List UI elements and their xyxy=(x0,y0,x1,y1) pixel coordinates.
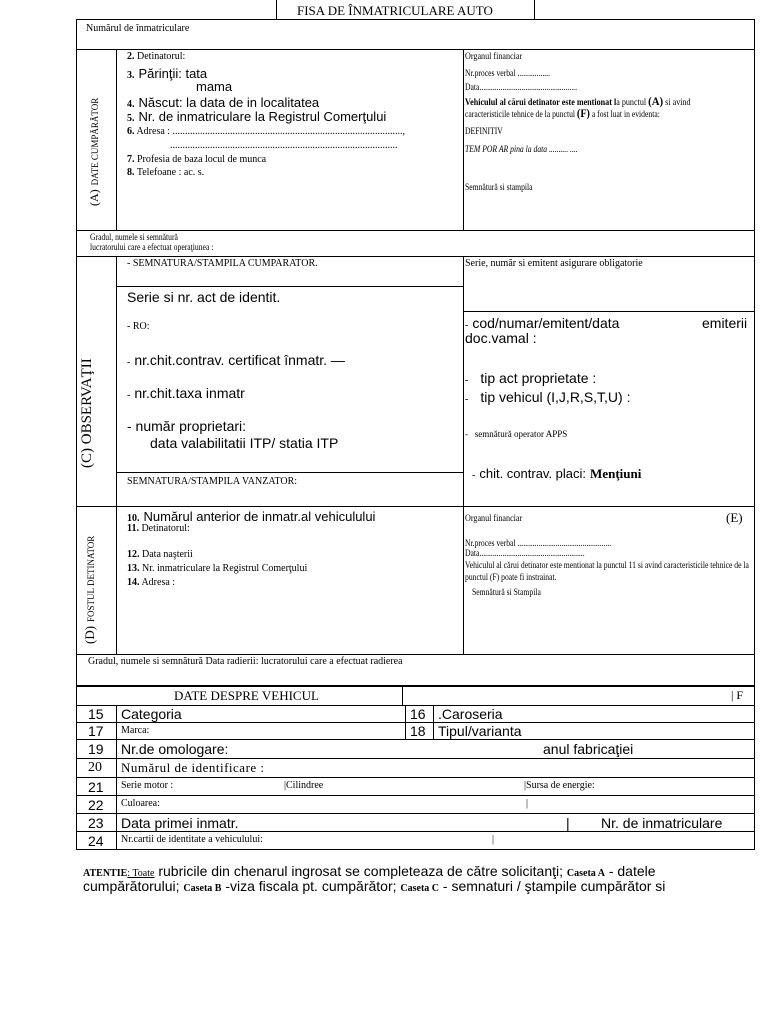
semnatura-stampila-a: Semnătură si stampila xyxy=(465,182,533,192)
field-14: 14. Adresa : xyxy=(127,577,176,588)
vehicle-header: DATE DESPRE VEHICUL xyxy=(174,688,319,703)
vehicul-text-a2: caracteristicile tehnice de la punctul (F) a fost luat in evidenta: xyxy=(465,106,660,120)
ro-field: - RO: xyxy=(127,321,150,332)
row-22-label: Culoarea: xyxy=(121,798,160,809)
semnatura-cumparator: - SEMNATURA/STAMPILA CUMPARATOR. xyxy=(127,258,318,269)
row-16-num: 16 xyxy=(410,706,426,722)
organ-financiar-d: Organul financiar xyxy=(465,513,523,523)
data-d: Data....................................................... xyxy=(465,548,585,558)
section-a-label: (A) DATE CUMPĂRĂTOR xyxy=(87,97,101,206)
footer-note-line1: ATENTIE: Toate rubricile din chenarul ingrosat se completeaza de către solicitanţi; Caseta A - datele xyxy=(83,863,656,879)
tip-vehicul: - tip vehicul (I,J,R,S,T,U) : xyxy=(465,389,631,405)
row-18-label: Tipul/varianta xyxy=(438,723,522,739)
gradul-d: Gradul, numele si semnătură Data radierii: lucratorului care a efectuat radierea xyxy=(88,656,403,667)
temporar: TEM POR AR pina la data .......... .... xyxy=(465,144,578,154)
semnatura-vanzator: SEMNATURA/STAMPILA VANZATOR: xyxy=(127,476,298,487)
chit-taxa: - nr.chit.taxa inmatr xyxy=(127,385,245,401)
nr-inmatriculare-label: Numărul de înmatriculare xyxy=(86,23,190,34)
row-19-label: Nr.de omologare: xyxy=(121,741,229,757)
page-title: FISA DE ÎNMATRICULARE AUTO xyxy=(297,3,493,18)
row-15-label: Categoria xyxy=(121,706,182,722)
field-8: 8. Telefoane : ac. s. xyxy=(127,167,205,178)
row-22-sep: | xyxy=(526,798,529,809)
data-a: Data................................................... xyxy=(465,82,577,92)
row-21-sursa: |Sursa de energie: xyxy=(524,780,595,791)
row-22-num: 22 xyxy=(88,797,104,813)
field-4: 4. Născut: la data de in localitatea xyxy=(127,95,320,110)
row-24-num: 24 xyxy=(88,833,104,849)
field-10: 10. Numărul anterior de inmatr.al vehiculului xyxy=(127,509,376,524)
section-d-label: (D) FOSTUL DETINATOR xyxy=(82,535,97,644)
row-24-label: Nr.cartii de identitate a vehiculului: xyxy=(121,834,263,845)
row-24-sep: | xyxy=(492,834,495,845)
section-c-label: (C) OBSERVAŢII xyxy=(79,358,95,468)
chit-placi: - chit. contrav. placi: Menţiuni xyxy=(472,466,642,481)
field-5: 5. Nr. de inmatriculare la Registrul Comerţului xyxy=(127,109,387,124)
serie-act-identitate: Serie si nr. act de identit. xyxy=(127,289,281,305)
row-18-num: 18 xyxy=(410,723,426,739)
proces-verbal-a: Nr.proces verbal ................. xyxy=(465,68,550,78)
field-6-cont: ........................................................................................... xyxy=(170,140,398,151)
field-3: 3. Părinţii: tata xyxy=(127,66,208,81)
tip-act-proprietate: - tip act proprietate : xyxy=(465,370,597,386)
definitiv: DEFINITIV xyxy=(465,126,503,136)
row-23-num: 23 xyxy=(88,815,104,831)
row-21-label: Serie motor : xyxy=(121,780,174,791)
row-19-an-fabricatie: anul fabricaţiei xyxy=(543,741,634,757)
semnatura-apps: - semnătură operator APPS xyxy=(465,429,568,439)
row-21-num: 21 xyxy=(88,779,104,795)
organ-financiar-a: Organul financiar xyxy=(465,51,523,61)
row-17-num: 17 xyxy=(88,723,104,739)
caseta-e-label: (E) xyxy=(726,510,743,525)
row-23-sep: | xyxy=(566,815,570,831)
vehicle-header-f: | F xyxy=(731,688,744,702)
doc-vamal: doc.vamal : xyxy=(465,330,537,346)
field-11: 11. Detinatorul: xyxy=(127,523,190,534)
row-19-num: 19 xyxy=(88,741,104,757)
vehicul-text-d: Vehiculul al cărui detinator este mentionat la punctul 11 si avind caracteristicile tehnice de la punctul (F) poate fi instrainat. xyxy=(465,560,749,582)
field-2: 2. Detinatorul: xyxy=(127,51,186,62)
data-itp: data valabilitatii ITP/ statia ITP xyxy=(150,435,339,451)
semnatura-stampila-d: Semnătură si Stampila xyxy=(472,587,541,597)
row-20-num: 20 xyxy=(88,760,102,775)
cod-doc-vamal: - cod/numar/emitent/data xyxy=(465,315,620,331)
gradul-a-1: Gradul, numele si semnătură xyxy=(90,232,178,242)
row-15-num: 15 xyxy=(88,706,104,722)
row-23-label: Data primei inmatr. xyxy=(121,815,239,831)
asigurare-obligatorie: Serie, număr si emitent asigurare obligatorie xyxy=(465,258,643,269)
vehicul-text-a: Vehiculul al cărui detinator este mentionat la punctul (A) si avind xyxy=(465,94,691,108)
field-12: 12. Data naşterii xyxy=(127,549,193,560)
row-21-cilindree: |Cilindree xyxy=(284,780,324,791)
row-23-nr-inmatriculare: Nr. de inmatriculare xyxy=(601,815,723,831)
field-3-mama: mama xyxy=(196,79,233,94)
emiterii: emiterii xyxy=(702,315,748,331)
row-16-label: .Caroseria xyxy=(438,706,503,722)
footer-note-line2: cumpărătorului; Caseta B -viza fiscala pt. cumpărător; Caseta C - semnaturi / ştampile cumpărător si xyxy=(83,878,666,894)
gradul-a-2: lucratorului care a efectuat operaţiunea : xyxy=(90,242,214,252)
chit-certificat: - nr.chit.contrav. certificat înmatr. — xyxy=(127,352,345,368)
field-7: 7. Profesia de baza locul de munca xyxy=(127,154,267,165)
field-6: 6. Adresa : ............................................................................................, xyxy=(127,126,406,137)
row-17-label: Marca: xyxy=(121,725,150,736)
field-13: 13. Nr. inmatriculare la Registrul Comerţului xyxy=(127,563,308,574)
numar-proprietari: - număr proprietari: xyxy=(127,418,247,434)
proces-verbal-d: Nr.proces verbal ................................................. xyxy=(465,538,612,548)
row-20-label: Numărul de identificare : xyxy=(121,760,265,775)
